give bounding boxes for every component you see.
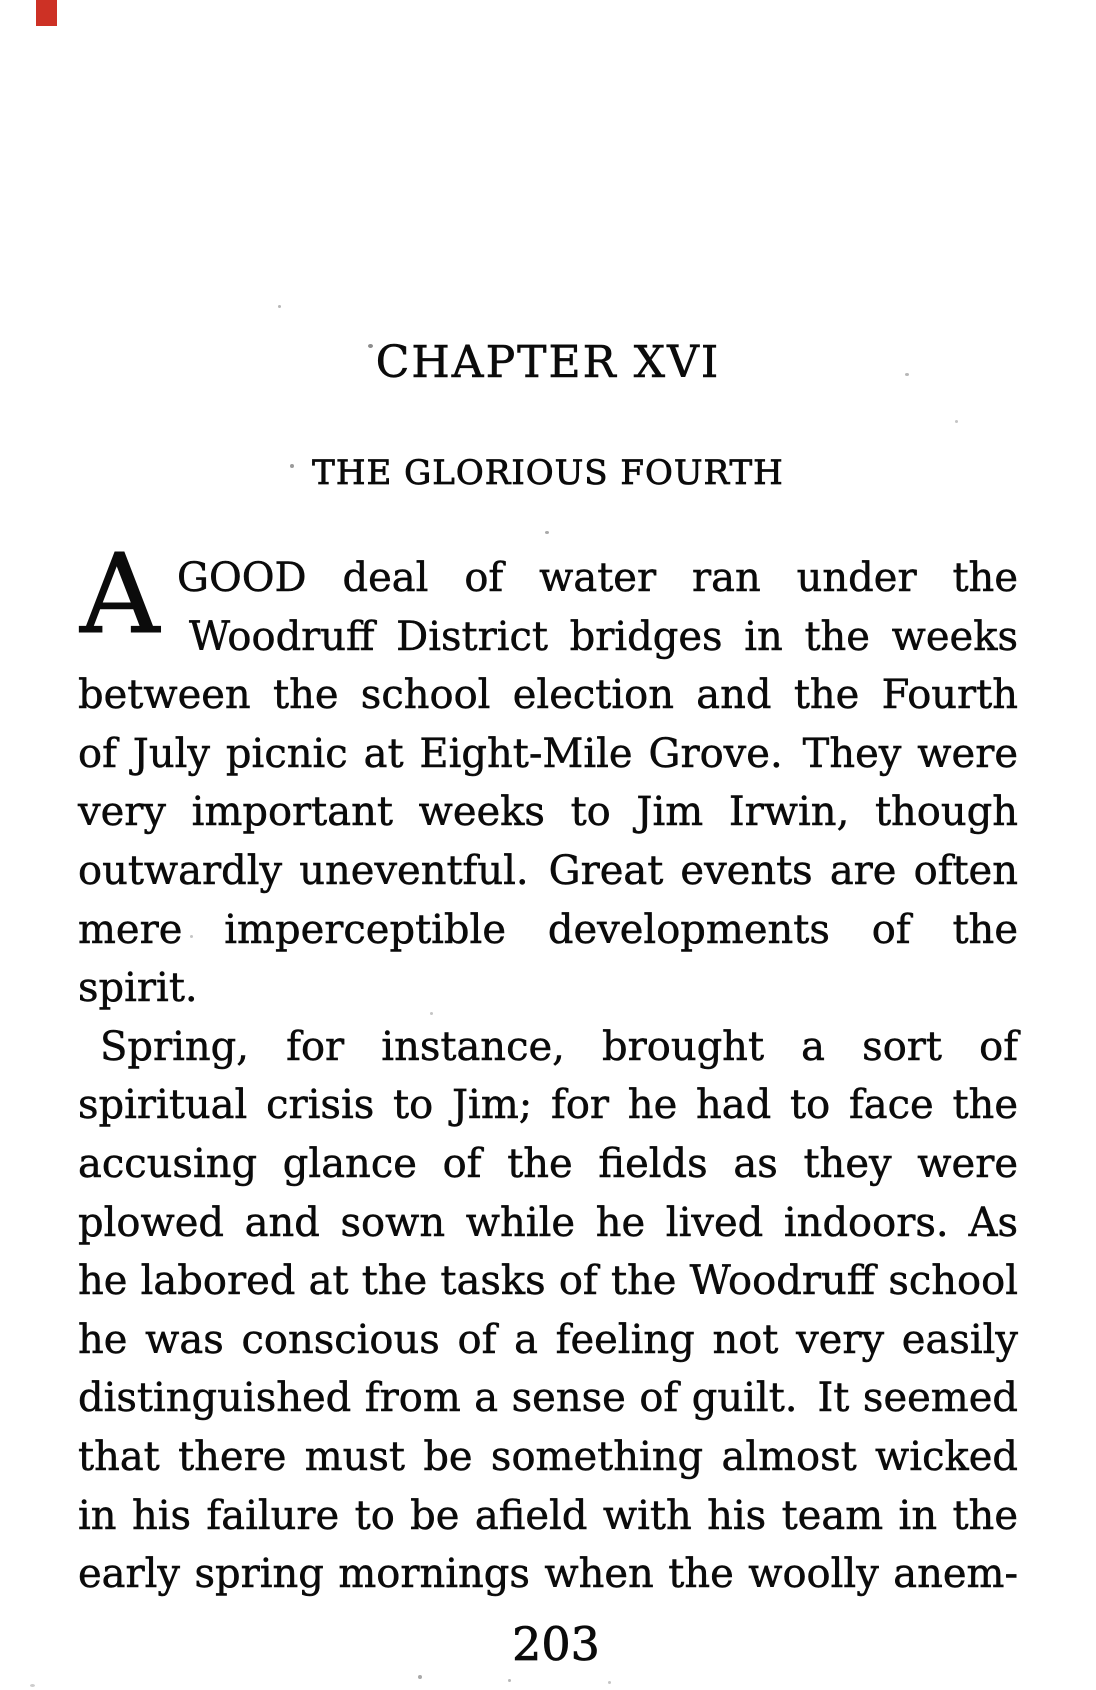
text-line: that there must be something almost wicked [78,1433,1018,1480]
text-line: in his failure to be afield with his team in the [78,1492,1018,1539]
text-line: mere imperceptible developments of the [78,906,1018,953]
scan-speck [508,1679,511,1682]
chapter-heading: CHAPTER XVI [375,337,721,388]
scan-speck [905,373,909,376]
text-line: Woodruff District bridges in the weeks [189,613,1018,660]
text-line: spirit. [78,965,198,1012]
text-line: GOOD deal of water ran under the [177,555,1018,601]
scan-speck [30,1684,35,1687]
scan-speck [608,1681,611,1684]
scan-red-mark [36,0,57,26]
text-line: distinguished from a sense of guilt. It seemed [78,1375,1018,1422]
scan-speck [545,531,549,534]
drop-cap-letter: A [80,530,160,658]
scan-speck [278,305,281,308]
scan-speck [418,1675,422,1679]
scan-speck [955,420,958,423]
scan-speck [368,344,373,348]
text-line: he was conscious of a feeling not very easily [78,1316,1018,1363]
text-line: of July picnic at Eight-Mile Grove. They were [78,730,1018,777]
text-line: between the school election and the Fourth [78,672,1018,719]
scan-speck [190,935,193,938]
section-title: THE GLORIOUS FOURTH [312,453,784,493]
text-line: plowed and sown while he lived indoors. As [78,1199,1018,1246]
text-line: accusing glance of the fields as they were [78,1140,1018,1187]
text-line: Spring, for instance, brought a sort of [100,1023,1018,1070]
page-number: 203 [512,1617,600,1671]
scan-speck [430,1012,433,1015]
text-line: early spring mornings when the woolly anem- [78,1551,1018,1598]
scan-speck [290,464,294,468]
text-line: spiritual crisis to Jim; for he had to face the [78,1082,1018,1129]
text-line: very important weeks to Jim Irwin, though [78,789,1018,836]
text-line: he labored at the tasks of the Woodruff school [78,1258,1018,1305]
body-text [78,530,1018,1604]
text-line: outwardly uneventful. Great events are often [78,847,1018,894]
